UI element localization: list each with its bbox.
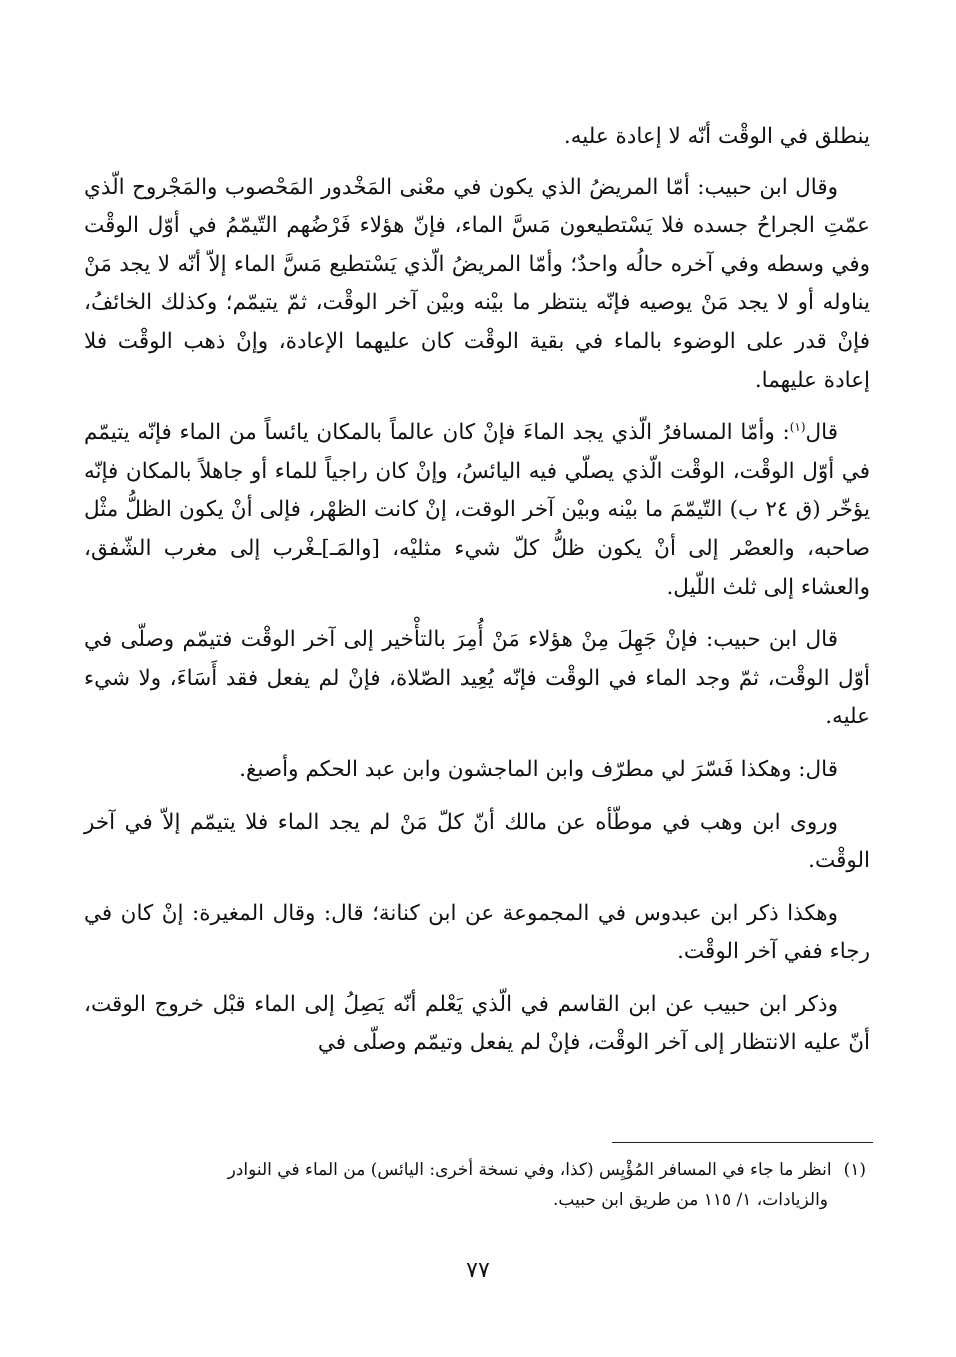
paragraph-mutarrif: قال: وهكذا فَسّرَ لي مطرّف وابن الماجشون وابن عبد الحكم وأصبغ. <box>239 756 838 782</box>
paragraph-ibn-habib-ignorant: قال ابن حبيب: فإنْ جَهِلَ مِنْ هؤلاء مَنْ أُمِرَ بالتأْخير إلى آخر الوقْت فتيمّم وصلّى في أوّل الوقْت، ثمّ وجد الماء في الوقْت فإنّه يُعِيد الصّلاة، فإنْ لم يفعل فقد أَسَاءَ، ولا شيء عليه. <box>84 627 870 730</box>
footnote-text-1: انظر ما جاء في المسافر المُؤْيِس (كذا، وفي نسخة أخرى: اليائس) من الماء في النوادر <box>227 1160 832 1180</box>
paragraph-ibn-habib-sick: وقال ابن حبيب: أمّا المريضُ الذي يكون في معْنى المَخْدور المَحْصوب والمَجْروح الّذي عمّتِ الجراحُ جسده فلا يَسْتطيعون مَسَّ الماء، فإنّ هؤلاء فَرْضُهم التّيمّمُ في أوّل الوقْت وفي وسطه وفي آخره حالُه واحدٌ؛ وأمّا المريضُ الّذي يَسْتطيع مَسَّ الماء إلاّ أنّه لا يجد مَنْ يناوله أو لا يجد مَنْ يوصيه فإنّه ينتظر ما بيْنه وبيْن آخر الوقْت، ثمّ يتيمّم؛ وكذلك الخائفُ، فإنْ قدر على الوضوء بالماء في بقية الوقْت كان عليهما الإعادة، وإنْ ذهب الوقْت فلا إعادة عليهما. <box>84 174 870 393</box>
footnote-reference: (١) <box>789 420 806 434</box>
paragraph-ibn-al-qasim: وذكر ابن حبيب عن ابن القاسم في الّذي يَعْلم أنّه يَصِلُ إلى الماء قبْل خروج الوقت، أنّ عليه الانتظار إلى آخر الوقْت، فإنْ لم يفعل وتيمّم وصلّى في <box>84 991 870 1056</box>
footnote-separator <box>612 1142 873 1143</box>
footnote-line-1 <box>90 1155 866 1185</box>
footnote-line-2: والزيادات، ١/ ١١٥ من طريق ابن حبيب. <box>552 1190 828 1210</box>
footnote-number: (١) <box>843 1160 866 1180</box>
footnote <box>90 1155 866 1215</box>
paragraph-ibn-wahb: وروى ابن وهب في موطّأه عن مالك أنّ كلّ مَنْ لم يجد الماء فلا يتيمّم إلاّ في آخر الوقْت. <box>84 809 870 874</box>
paragraph-traveler-body: : وأمّا المسافرُ الّذي يجد الماءَ فإنْ كان عالماً بالمكان يائساً من الماء فإنّه يتيمّم في أوّل الوقْت، الوقْت الّذي يصلّي فيه اليائسُ، وإنْ كان راجياً للماء أو جاهلاً بالمكان فإنّه يؤخّر (ق ٢٤ ب) التّيمّمَ ما بيْنه وبيْن آخر الوقت، إنْ كانت الظهْر، فإلى أنْ يكون الظلُّ مثْل صاحبه، والعصْر إلى أنْ يكون ظلُّ كلّ شيء مثليْه، [والمَـ]ـغْرب إلى مغرب الشّفق، والعشاء إلى ثلث اللّيل. <box>84 420 870 600</box>
paragraph-ibn-abdus: وهكذا ذكر ابن عبدوس في المجموعة عن ابن كنانة؛ قال: وقال المغيرة: إنْ كان في رجاء ففي آخر الوقْت. <box>84 900 870 965</box>
paragraph-traveler <box>84 414 870 607</box>
main-text <box>84 118 870 1077</box>
page-number: ٧٧ <box>466 1258 490 1283</box>
paragraph-continuation: ينطلق في الوقْت أنّه لا إعادة عليه. <box>563 124 870 149</box>
paragraph-traveler-lead: قال <box>805 420 838 446</box>
